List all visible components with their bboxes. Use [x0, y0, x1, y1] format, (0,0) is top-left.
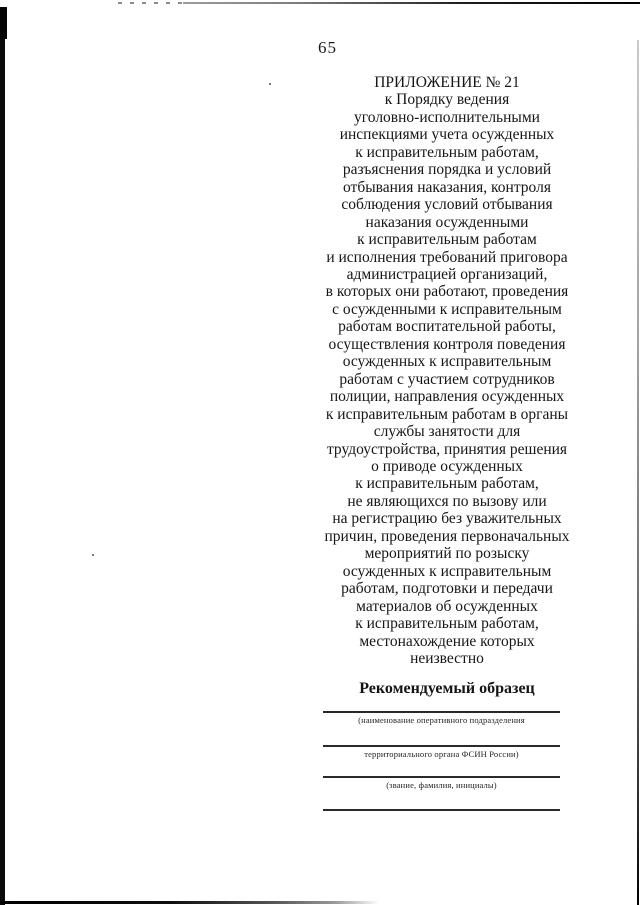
text-line: неизвестно: [410, 649, 484, 667]
text-line: соблюдения условий отбывания: [341, 196, 553, 214]
signature-field-rank-name: [323, 776, 560, 790]
text-line: мероприятий по розыску: [364, 545, 530, 563]
text-line: не являющихся по вызову или: [347, 492, 547, 510]
text-line: осужденных к исправительным: [342, 353, 552, 371]
text-line: в которых они работают, проведения: [325, 283, 569, 301]
text-line: о приводе осужденных: [371, 457, 523, 475]
scan-edge-top-line: [183, 2, 640, 4]
text-line: службы занятости для: [373, 423, 521, 441]
text-line: уголовно-исполнительными: [354, 108, 540, 126]
text-line: работам, подготовки и передачи: [341, 580, 553, 598]
signature-caption: территориального органа ФСИН России): [364, 749, 519, 759]
signature-line: [323, 776, 560, 778]
scan-edge-left-head: [0, 7, 7, 39]
signature-caption: (звание, фамилия, инициалы): [386, 780, 497, 790]
text-line: разъяснения порядка и условий: [342, 161, 552, 179]
scan-speck: [92, 554, 94, 556]
text-line: инспекциями учета осужденных: [339, 126, 555, 144]
scan-edge-top-dashes: [118, 2, 184, 4]
signature-line: [323, 745, 560, 747]
sample-label: Рекомендуемый образец: [359, 680, 535, 697]
text-line: к исправительным работам в органы: [325, 405, 569, 423]
scan-edge-bottom-line: [0, 901, 380, 904]
scan-edge-left-bar: [0, 7, 5, 905]
text-line: причин, проведения первоначальных: [324, 527, 570, 545]
signature-line: [323, 711, 560, 713]
text-line: к исправительным работам: [357, 231, 537, 249]
appendix-heading-block: [287, 74, 607, 667]
signature-field-unit-name: [323, 711, 560, 725]
text-line: на регистрацию без уважительных: [332, 510, 562, 528]
text-line: администрацией организаций,: [346, 265, 548, 283]
appendix-description: [287, 91, 607, 667]
signature-line: [323, 809, 560, 811]
text-line: к исправительным работам,: [355, 143, 539, 161]
text-line: трудоустройства, принятия решения: [326, 440, 568, 458]
text-line: наказания осужденными: [365, 213, 529, 231]
text-line: осуществления контроля поведения: [328, 335, 566, 353]
text-line: работам с участием сотрудников: [339, 370, 555, 388]
text-line: местонахождение которых: [359, 632, 535, 650]
text-line: отбывания наказания, контроля: [343, 178, 551, 196]
text-line: осужденных к исправительным: [342, 562, 552, 580]
text-line: и исполнения требований приговора: [326, 248, 568, 266]
text-line: к исправительным работам,: [355, 615, 539, 633]
text-line: к исправительным работам,: [355, 475, 539, 493]
signature-field-blank: [323, 809, 560, 811]
text-line: с осужденными к исправительным: [332, 300, 562, 318]
signature-field-territorial-body: [323, 745, 560, 759]
scan-speck: [269, 83, 271, 85]
text-line: материалов об осужденных: [356, 597, 538, 615]
appendix-title: ПРИЛОЖЕНИЕ № 21: [374, 74, 520, 91]
text-line: работам воспитательной работы,: [338, 318, 556, 336]
scan-edge-right-line: [637, 40, 639, 905]
page-number: 65: [318, 38, 337, 57]
text-line: к Порядку ведения: [384, 91, 510, 109]
text-line: полиции, направления осужденных: [329, 388, 565, 406]
signature-caption: (наименование оперативного подразделения: [358, 715, 525, 725]
